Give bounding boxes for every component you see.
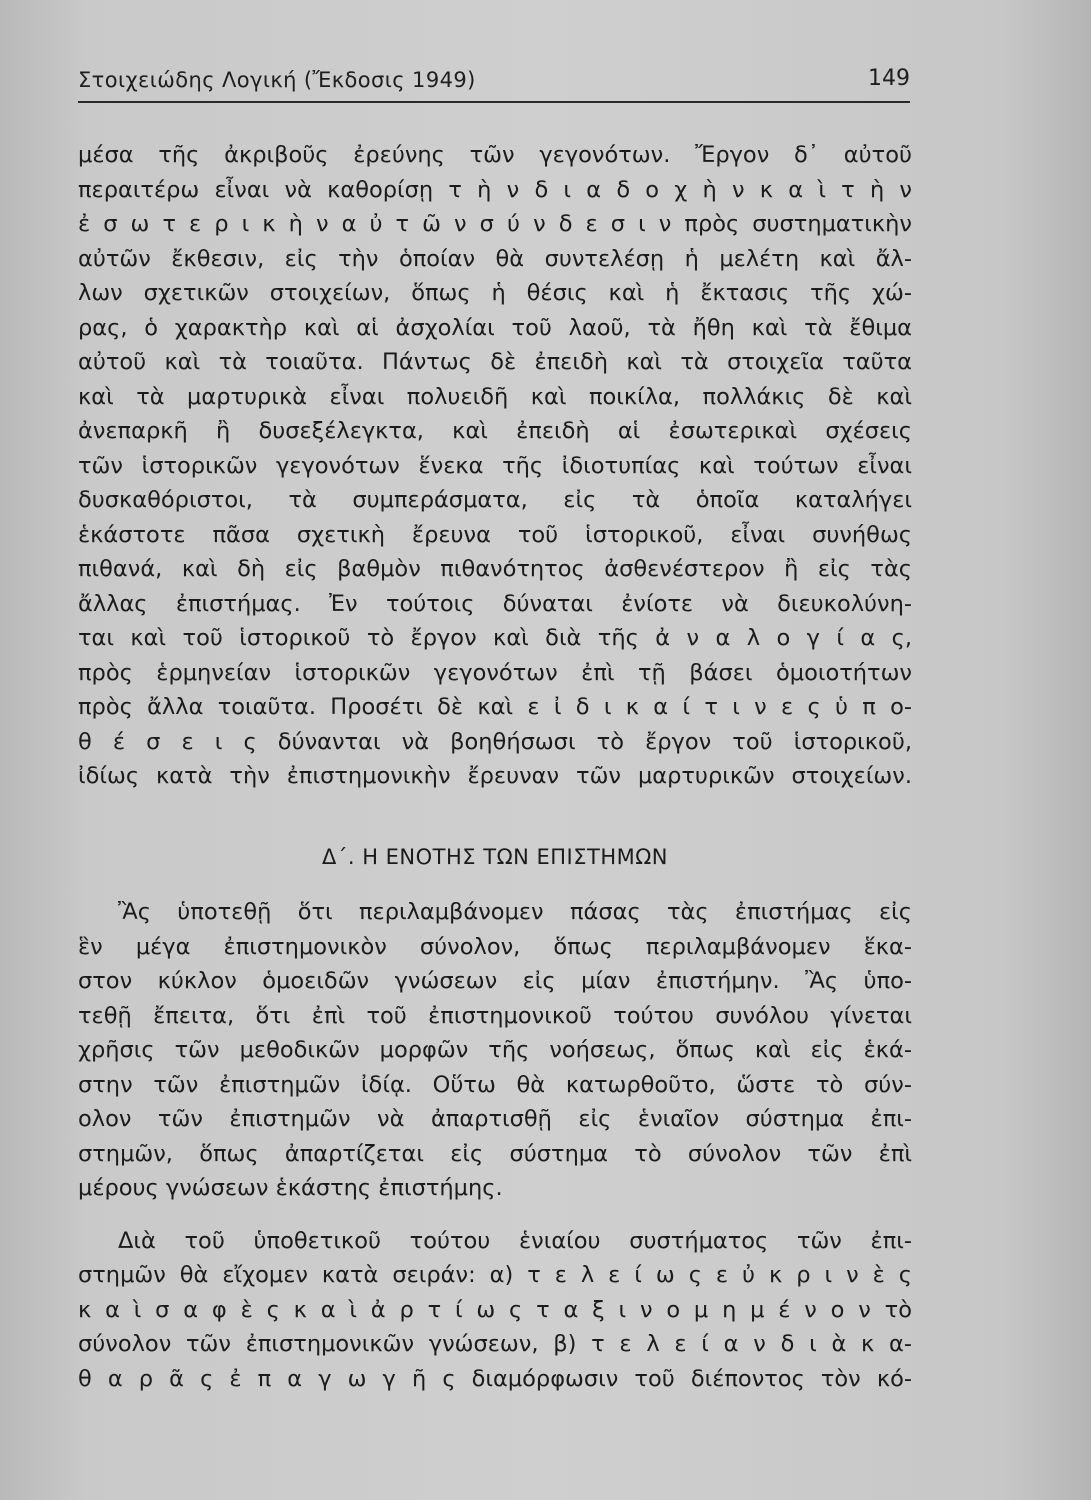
text-line: θ α ρ ᾶ ς ἐ π α γ ω γ ῆ ς διαμόρφωσιν τοῦ διέποντος τὸν κό-	[78, 1365, 912, 1392]
text-line: τεθῇ ἔπειτα, ὅτι ἐπὶ τοῦ ἐπιστημονικοῦ τούτου συνόλου γίνεται	[78, 1002, 912, 1029]
page-number: 149	[868, 66, 910, 91]
running-title: Στοιχειώδης Λογική (Ἔκδοσις 1949)	[78, 68, 476, 92]
text-line: πρὸς ἄλλα τοιαῦτα. Προσέτι δὲ καὶ ε ἰ δ ι κ α ί τ ι ν ε ς ὑ π ο-	[78, 694, 912, 720]
text-line: θ έ σ ε ι ς δύνανται νὰ βοηθήσωσι τὸ ἔργον τοῦ ἱστορικοῦ,	[78, 728, 912, 755]
text-line: ρας, ὁ χαρακτὴρ καὶ αἱ ἀσχολίαι τοῦ λαοῦ, τὰ ἤθη καὶ τὰ ἔθιμα	[78, 314, 912, 341]
text-line: αὐτοῦ καὶ τὰ τοιαῦτα. Πάντως δὲ ἐπειδὴ καὶ τὰ στοιχεῖα ταῦτα	[78, 349, 912, 375]
text-line: ἓν μέγα ἐπιστημονικὸν σύνολον, ὅπως περιλαμβάνομεν ἕκα-	[78, 933, 912, 960]
header-rule	[78, 101, 910, 103]
text-line: ἑκάστοτε πᾶσα σχετικὴ ἔρευνα τοῦ ἱστορικοῦ, εἶναι συνήθως	[78, 521, 912, 548]
text-line: σύνολον τῶν ἐπιστημονικῶν γνώσεων, β) τ ε λ ε ί α ν δ ι ὰ κ α-	[78, 1331, 912, 1357]
text-line: μέσα τῆς ἀκριβοῦς ἐρεύνης τῶν γεγονότων. Ἔργον δ᾿ αὐτοῦ	[78, 142, 912, 168]
text-line: ἄλλας ἐπιστήμας. Ἐν τούτοις δύναται ἐνίοτε νὰ διευκολύνη-	[78, 590, 912, 617]
paragraph-1	[78, 138, 912, 794]
text-line: ολον τῶν ἐπιστημῶν νὰ ἀπαρτισθῇ εἰς ἑνιαῖον σύστημα ἐπι-	[78, 1106, 912, 1132]
text-line: Ἂς ὑποτεθῇ ὅτι περιλαμβάνομεν πάσας τὰς ἐπιστήμας εἰς	[118, 899, 912, 925]
text-line: τῶν ἱστορικῶν γεγονότων ἕνεκα τῆς ἰδιοτυπίας καὶ τούτων εἶναι	[78, 452, 912, 479]
text-line: ἀνεπαρκῆ ἢ δυσεξέλεγκτα, καὶ ἐπειδὴ αἱ ἐσωτερικαὶ σχέσεις	[78, 418, 912, 444]
section-heading: Δ΄. Η ΕΝΟΤΗΣ ΤΩΝ ΕΠΙΣΤΗΜΩΝ	[321, 845, 669, 869]
text-line: πιθανά, καὶ δὴ εἰς βαθμὸν πιθανότητος ἀσθενέστερον ἢ εἰς τὰς	[78, 556, 912, 582]
text-line: στημῶν θὰ εἴχομεν κατὰ σειράν: α) τ ε λ ε ί ω ς ε ὐ κ ρ ι ν ὲ ς	[78, 1262, 912, 1288]
text-line: κ α ὶ σ α φ ὲ ς κ α ὶ ἀ ρ τ ί ω ς τ α ξ ι ν ο μ η μ έ ν ο ν τὸ	[78, 1296, 912, 1323]
paragraph-gap	[78, 1206, 912, 1224]
text-line: στην τῶν ἐπιστημῶν ἰδίᾳ. Οὕτω θὰ κατωρθοῦτο, ὥστε τὸ σύν-	[78, 1071, 912, 1098]
text-line: αὐτῶν ἔκθεσιν, εἰς τὴν ὁποίαν θὰ συντελέσῃ ἡ μελέτη καὶ ἄλ-	[78, 245, 912, 272]
text-line: περαιτέρω εἶναι νὰ καθορίσῃ τ ὴ ν δ ι α δ ο χ ὴ ν κ α ὶ τ ὴ ν	[78, 176, 912, 203]
text-line: χρῆσις τῶν μεθοδικῶν μορφῶν τῆς νοήσεως, ὅπως καὶ εἰς ἑκά-	[78, 1037, 912, 1063]
text-line: πρὸς ἑρμηνείαν ἱστορικῶν γεγονότων ἐπὶ τῇ βάσει ὁμοιοτήτων	[78, 659, 912, 686]
text-line: ἰδίως κατὰ τὴν ἐπιστημονικὴν ἔρευναν τῶν μαρτυρικῶν στοιχείων.	[78, 763, 912, 789]
text-line: ἐ σ ω τ ε ρ ι κ ὴ ν α ὐ τ ῶ ν σ ύ ν δ ε σ ι ν πρὸς συστηματικὴν	[78, 211, 912, 237]
paragraph-2-3	[78, 895, 912, 1396]
text-line: στημῶν, ὅπως ἀπαρτίζεται εἰς σύστημα τὸ σύνολον τῶν ἐπὶ	[78, 1140, 912, 1167]
text-line: δυσκαθόριστοι, τὰ συμπεράσματα, εἰς τὰ ὁποῖα καταλήγει	[78, 487, 912, 513]
text-line: Διὰ τοῦ ὑποθετικοῦ τούτου ἑνιαίου συστήματος τῶν ἐπι-	[118, 1227, 912, 1254]
text-line: στον κύκλον ὁμοειδῶν γνώσεων εἰς μίαν ἐπιστήμην. Ἂς ὑπο-	[78, 968, 912, 994]
text-line: μέρους γνώσεων ἑκάστης ἐπιστήμης.	[78, 1175, 503, 1201]
text-line: καὶ τὰ μαρτυρικὰ εἶναι πολυειδῆ καὶ ποικίλα, πολλάκις δὲ καὶ	[78, 383, 912, 410]
text-line: λων σχετικῶν στοιχείων, ὅπως ἡ θέσις καὶ ἡ ἔκτασις τῆς χώ-	[78, 280, 912, 306]
running-header	[78, 66, 910, 98]
text-line: ται καὶ τοῦ ἱστορικοῦ τὸ ἔργον καὶ διὰ τῆς ἀ ν α λ ο γ ί α ς,	[78, 625, 912, 651]
